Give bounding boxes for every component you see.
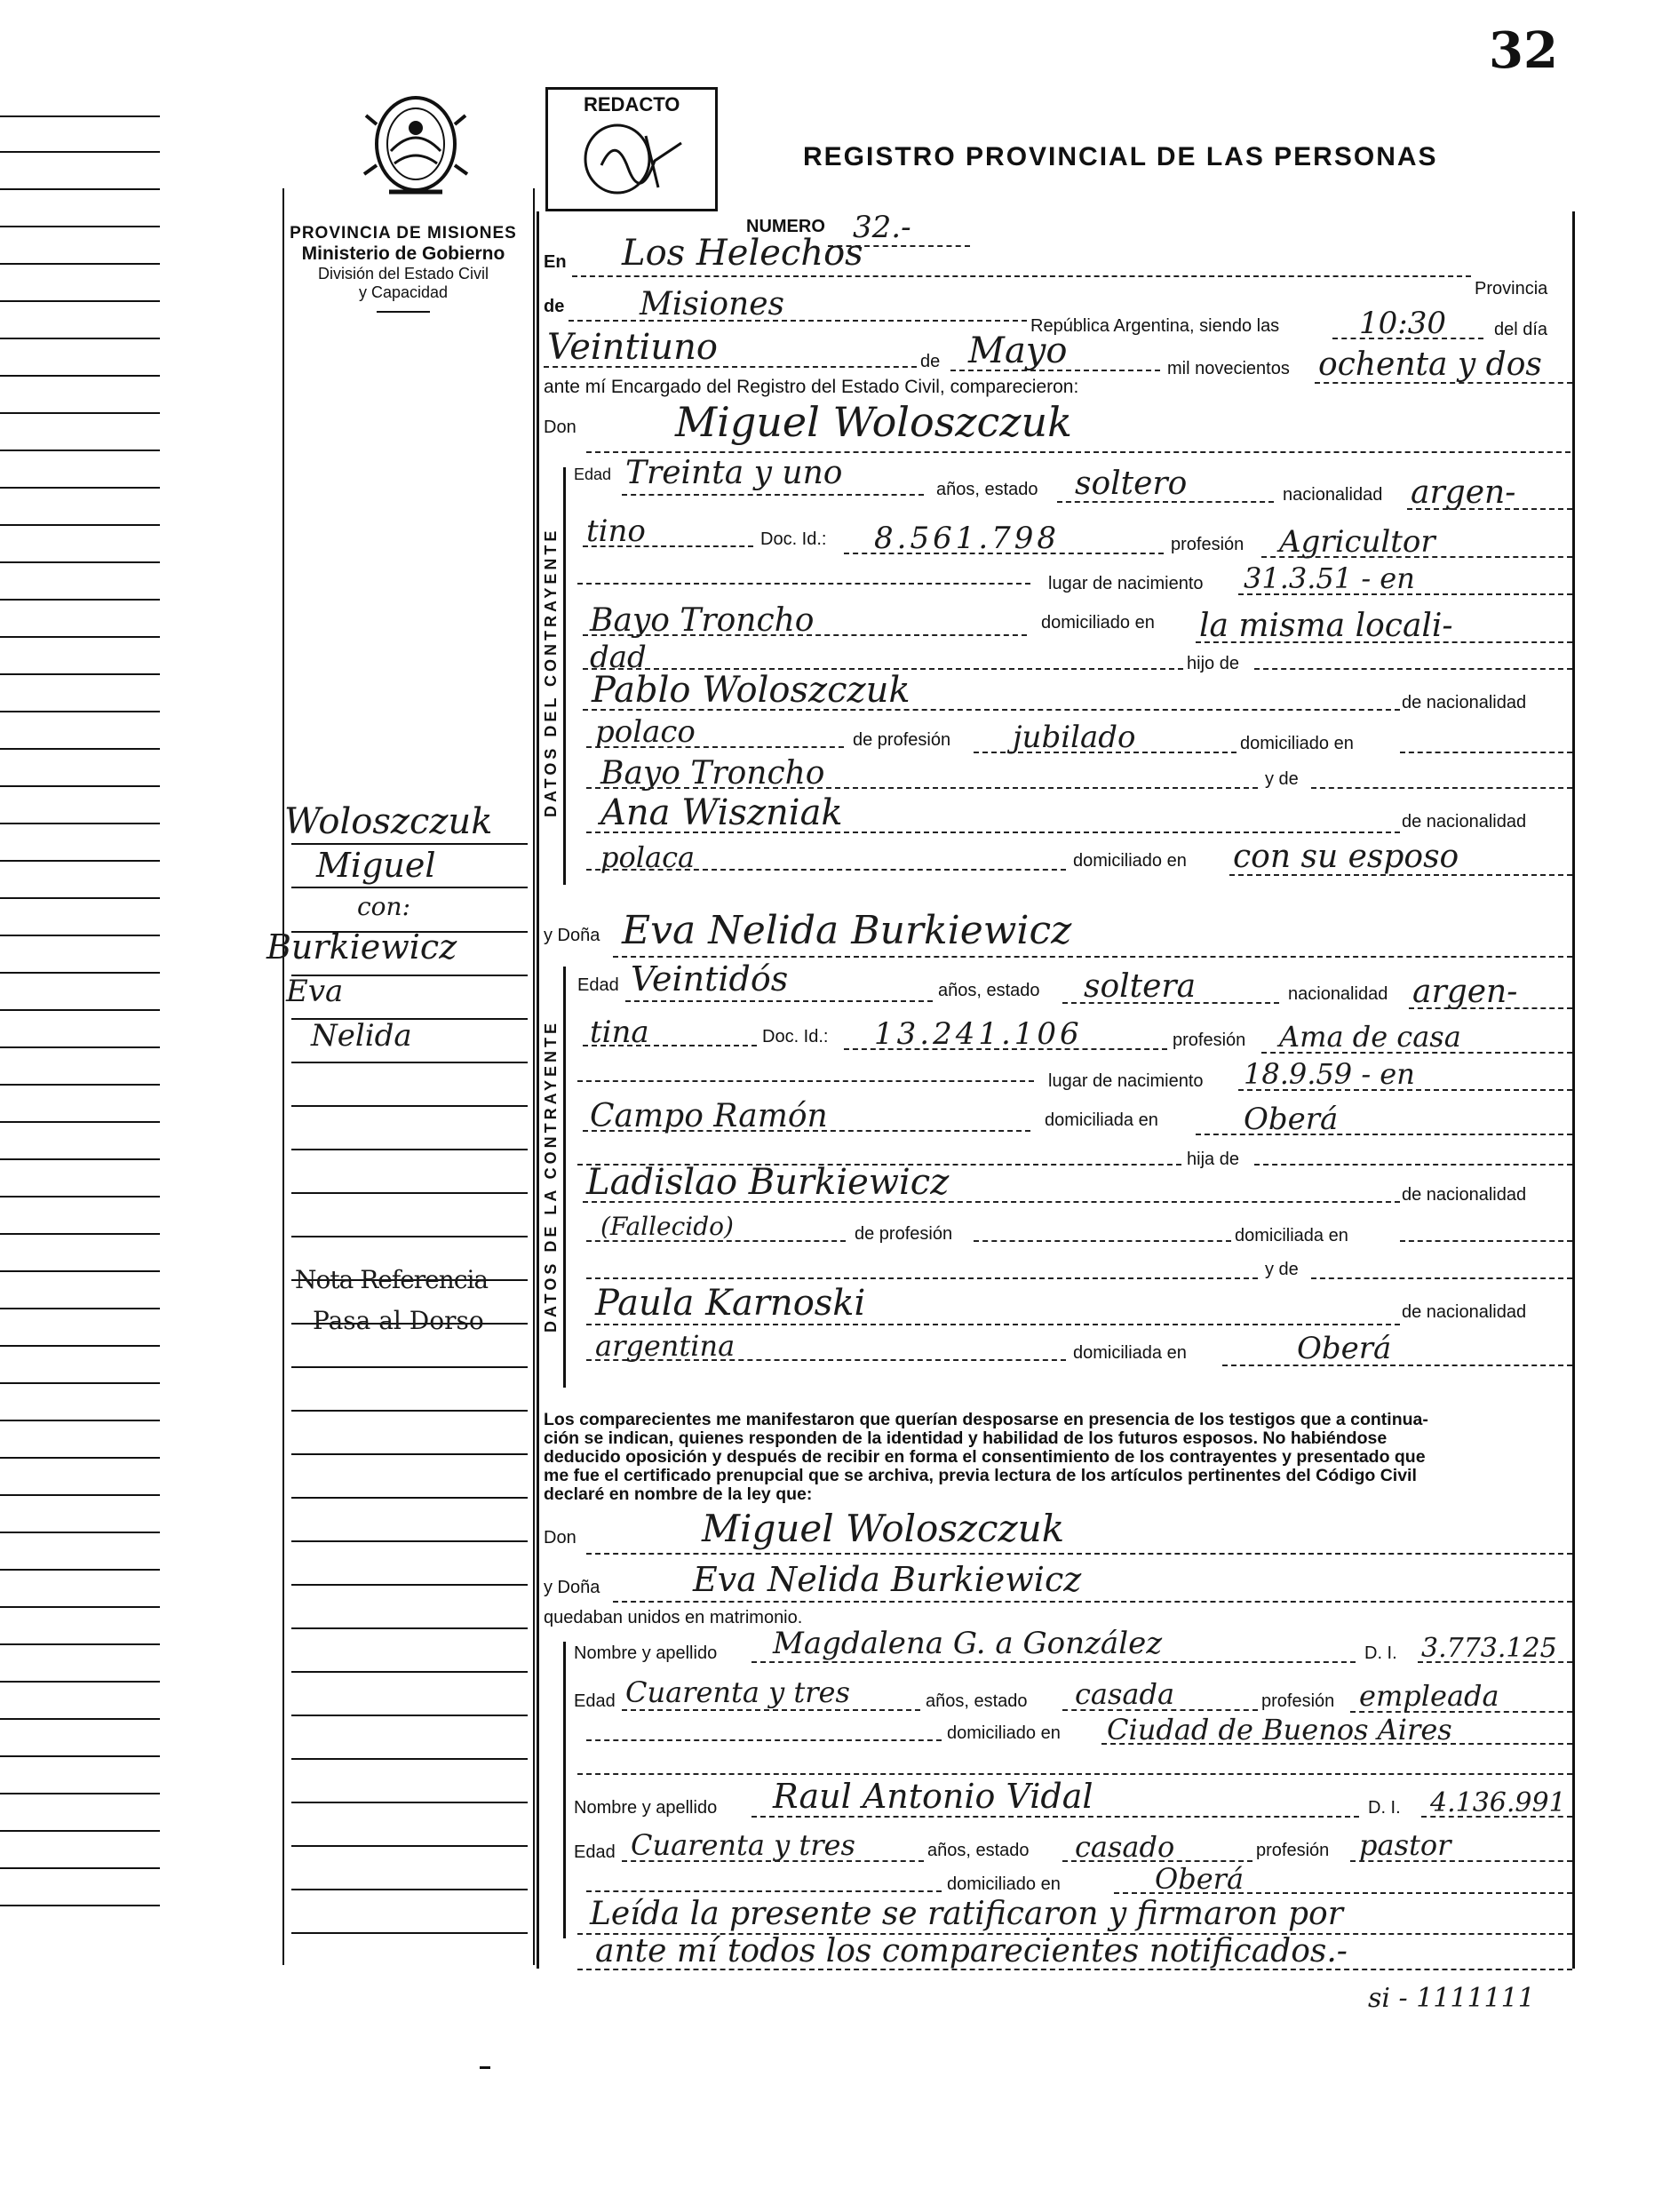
dia-value: Veintiuno [547, 327, 718, 368]
declaration-text [544, 1411, 1574, 1504]
union-groom: Miguel Woloszczuk [702, 1507, 1065, 1550]
declaration-line-5: declaré en nombre de la ley que: [544, 1484, 813, 1504]
witness2-dom: Oberá [1155, 1862, 1245, 1896]
declaration-line-4: me fue el certificado prenupcial que se archiva, previa lectura de los artículos pertinentes del Código Civil [544, 1466, 1417, 1485]
de-mes-label: de [920, 352, 941, 371]
bride-dom: Oberá [1244, 1102, 1339, 1137]
closing-line-1: Leída la presente se ratificaron y firmaron por [590, 1896, 1343, 1932]
groom-hijo-label: hijo de [1187, 654, 1239, 673]
stamp-initials-mark [575, 116, 690, 205]
witness2-di: 4.136.991 [1430, 1787, 1566, 1818]
bride-nac-1: argen- [1412, 974, 1518, 1010]
dona-label: y Doña [544, 926, 600, 945]
groom-lugnac-label: lugar de nacimiento [1048, 574, 1204, 593]
issuer-ministry: Ministerio de Gobierno [301, 243, 505, 264]
en-label: En [544, 252, 567, 272]
groom-nac-2: tino [586, 513, 646, 549]
don-label: Don [544, 418, 577, 437]
groom-nac-label: nacionalidad [1283, 485, 1383, 505]
margin-con: con: [357, 892, 411, 921]
margin-name-bride-2: Nelida [311, 1018, 412, 1054]
groom-mother-dom-label: domiciliado en [1073, 851, 1187, 871]
bride-edad-label: Edad [577, 975, 619, 995]
union-bride: Eva Nelida Burkiewicz [693, 1560, 1082, 1599]
bride-dom-label: domiciliada en [1045, 1110, 1158, 1130]
witness1-estado: casada [1075, 1677, 1175, 1711]
groom-estado: soltero [1075, 465, 1188, 502]
witness2-estado: casado [1075, 1830, 1175, 1864]
witness1-estado-label: años, estado [926, 1691, 1028, 1711]
groom-dom-2: dad [590, 640, 647, 675]
witness1-name-label: Nombre y apellido [574, 1643, 718, 1663]
groom-edad: Treinta y uno [625, 455, 843, 491]
groom-nacimiento: 31.3.51 - en [1244, 561, 1415, 595]
union-don-label: Don [544, 1528, 577, 1548]
document-title: REGISTRO PROVINCIAL DE LAS PERSONAS [803, 142, 1438, 171]
groom-mother-dom: con su esposo [1233, 839, 1459, 875]
witness1-dom-label: domiciliado en [947, 1723, 1061, 1743]
groom-dom-label: domiciliado en [1041, 613, 1155, 633]
provincia-label: Provincia [1475, 279, 1548, 298]
anio-value: ochenta y dos [1318, 346, 1542, 383]
bride-lugnac-label: lugar de nacimiento [1048, 1071, 1204, 1091]
witness1-di-label: D. I. [1364, 1643, 1397, 1663]
witness2-edad-label: Edad [574, 1842, 616, 1862]
bride-father-note: (Fallecido) [600, 1212, 734, 1241]
witness1-di: 3.773.125 [1421, 1633, 1557, 1664]
bride-mother-nac: argentina [595, 1329, 736, 1363]
groom-father: Pablo Woloszczuk [592, 670, 911, 711]
union-dona-label: y Doña [544, 1578, 600, 1597]
provincia-value: Misiones [640, 286, 785, 322]
witness2-dom-label: domiciliado en [947, 1874, 1061, 1894]
bride-name: Eva Nelida Burkiewicz [622, 908, 1072, 953]
bride-data-border [563, 967, 566, 1388]
groom-father-dom-label: domiciliado en [1240, 734, 1354, 753]
declaration-line-1: Los comparecientes me manifestaron que querían desposarse en presencia de los testigos que a continua- [544, 1410, 1428, 1429]
bride-doc-label: Doc. Id.: [762, 1027, 829, 1046]
groom-lugar-nac: Bayo Troncho [590, 602, 815, 639]
bride-prof: Ama de casa [1279, 1020, 1461, 1054]
groom-father-prof: jubilado [1013, 720, 1136, 755]
republica-label: República Argentina, siendo las [1030, 316, 1280, 336]
issuer-province: PROVINCIA DE MISIONES [290, 224, 517, 243]
bride-yde-label: y de [1265, 1260, 1299, 1279]
redacto-stamp [545, 87, 718, 211]
margin-surname-bride: Burkiewicz [266, 927, 457, 967]
bottom-mark: si - 1111111 [1368, 1983, 1535, 2014]
left-ruled-margin [0, 115, 164, 1937]
witness2-di-label: D. I. [1368, 1798, 1401, 1818]
bride-lugar-nac: Campo Ramón [590, 1098, 828, 1134]
groom-estado-label: años, estado [936, 480, 1038, 499]
bride-mother-dom: Oberá [1297, 1331, 1392, 1366]
section-label-bride: DATOS DE LA CONTRAYENTE [542, 1019, 560, 1333]
bride-father-nac-label: de nacionalidad [1402, 1185, 1527, 1205]
bride-father-prof-label: de profesión [855, 1224, 953, 1244]
quedaban-text: quedaban unidos en matrimonio. [544, 1608, 803, 1627]
groom-mother: Ana Wiszniak [600, 792, 843, 833]
bride-mother-dom-label: domiciliada en [1073, 1343, 1187, 1363]
bride-father-dom-label: domiciliada en [1235, 1226, 1348, 1245]
witness2-prof-label: profesión [1256, 1841, 1330, 1860]
bride-nac-label: nacionalidad [1288, 984, 1388, 1004]
mes-value: Mayo [968, 330, 1068, 371]
encargado-text: ante mí Encargado del Registro del Estado Civil, comparecieron: [544, 377, 1079, 397]
bride-prof-label: profesión [1173, 1030, 1246, 1050]
groom-edad-label: Edad [574, 465, 612, 483]
witness1-edad: Cuarenta y tres [625, 1675, 850, 1709]
groom-prof-label: profesión [1171, 535, 1245, 554]
lugar-value: Los Helechos [622, 233, 863, 274]
closing-line-2: ante mí todos los comparecientes notificados.- [595, 1933, 1348, 1969]
issuer-block [282, 224, 524, 313]
groom-father-nac: polaco [595, 714, 696, 750]
groom-mother-nac-label: de nacionalidad [1402, 812, 1527, 831]
bride-nacimiento: 18.9.59 - en [1244, 1057, 1415, 1091]
bride-mother: Paula Karnoski [595, 1283, 866, 1324]
del-dia-label: del día [1494, 320, 1548, 339]
witness1-edad-label: Edad [574, 1691, 616, 1711]
bride-father: Ladislao Burkiewicz [586, 1162, 950, 1203]
margin-name-bride-1: Eva [286, 974, 344, 1009]
groom-doc: 8.561.798 [874, 521, 1061, 556]
bride-hija-label: hija de [1187, 1150, 1239, 1169]
stray-mark [480, 2066, 490, 2069]
groom-father-prof-label: de profesión [853, 730, 951, 750]
groom-prof: Agricultor [1279, 524, 1435, 560]
witness1-prof-label: profesión [1261, 1691, 1335, 1711]
numero-label: NUMERO [746, 217, 825, 236]
issuer-capacity: y Capacidad [358, 283, 449, 301]
issuer-division: División del Estado Civil [317, 265, 489, 282]
margin-name-groom: Miguel [316, 846, 436, 885]
witness2-estado-label: años, estado [927, 1841, 1030, 1860]
groom-mother-nac: polaca [600, 840, 696, 874]
witness1-prof: empleada [1359, 1679, 1499, 1713]
groom-nac-1: argen- [1411, 474, 1516, 511]
groom-yde-label: y de [1265, 769, 1299, 789]
margin-nota-referencia: Nota Referencia [295, 1265, 489, 1294]
mil-label: mil novecientos [1167, 359, 1290, 378]
margin-pasa-al-dorso: Pasa al Dorso [313, 1306, 484, 1335]
page-number: 32 [1489, 21, 1558, 80]
groom-data-border [563, 467, 566, 885]
witness1-name: Magdalena G. a González [773, 1626, 1163, 1661]
declaration-line-2: ción se indican, quienes responden de la identidad y habilidad de los futuros esposos. No habiéndose [544, 1428, 1388, 1448]
province-emblem-icon [354, 89, 478, 204]
bride-mother-nac-label: de nacionalidad [1402, 1302, 1527, 1322]
numero-value: 32.- [853, 210, 911, 245]
margin-surname-groom: Woloszczuk [284, 801, 493, 842]
witness2-prof: pastor [1359, 1828, 1451, 1862]
bride-nac-2: tina [590, 1014, 649, 1050]
bride-estado: soltera [1084, 968, 1197, 1005]
witness2-name-label: Nombre y apellido [574, 1798, 718, 1818]
de-label: de [544, 297, 565, 316]
groom-doc-label: Doc. Id.: [760, 529, 827, 549]
witness2-edad: Cuarenta y tres [631, 1828, 855, 1862]
form-right-border [1572, 211, 1575, 1969]
bride-edad: Veintidós [631, 959, 789, 999]
declaration-line-3: deducido oposición y después de recibir en forma el consentimiento de los contrayentes y presentado que [544, 1447, 1426, 1467]
witness-data-border [563, 1642, 566, 1938]
groom-name: Miguel Woloszczuk [675, 398, 1073, 446]
section-label-groom: DATOS DEL CONTRAYENTE [542, 527, 560, 817]
margin-column [282, 188, 537, 1965]
groom-dom-1: la misma locali- [1199, 608, 1453, 644]
bride-doc: 13.241.106 [874, 1016, 1083, 1052]
witness1-dom: Ciudad de Buenos Aires [1107, 1713, 1452, 1747]
form-left-border [537, 211, 539, 1969]
groom-father-nac-label: de nacionalidad [1402, 693, 1527, 712]
witness2-name: Raul Antonio Vidal [773, 1777, 1093, 1816]
bride-estado-label: años, estado [938, 981, 1040, 1000]
groom-father-dom: Bayo Troncho [600, 755, 825, 792]
hora-value: 10:30 [1359, 306, 1446, 341]
stamp-label: REDACTO [584, 93, 680, 115]
